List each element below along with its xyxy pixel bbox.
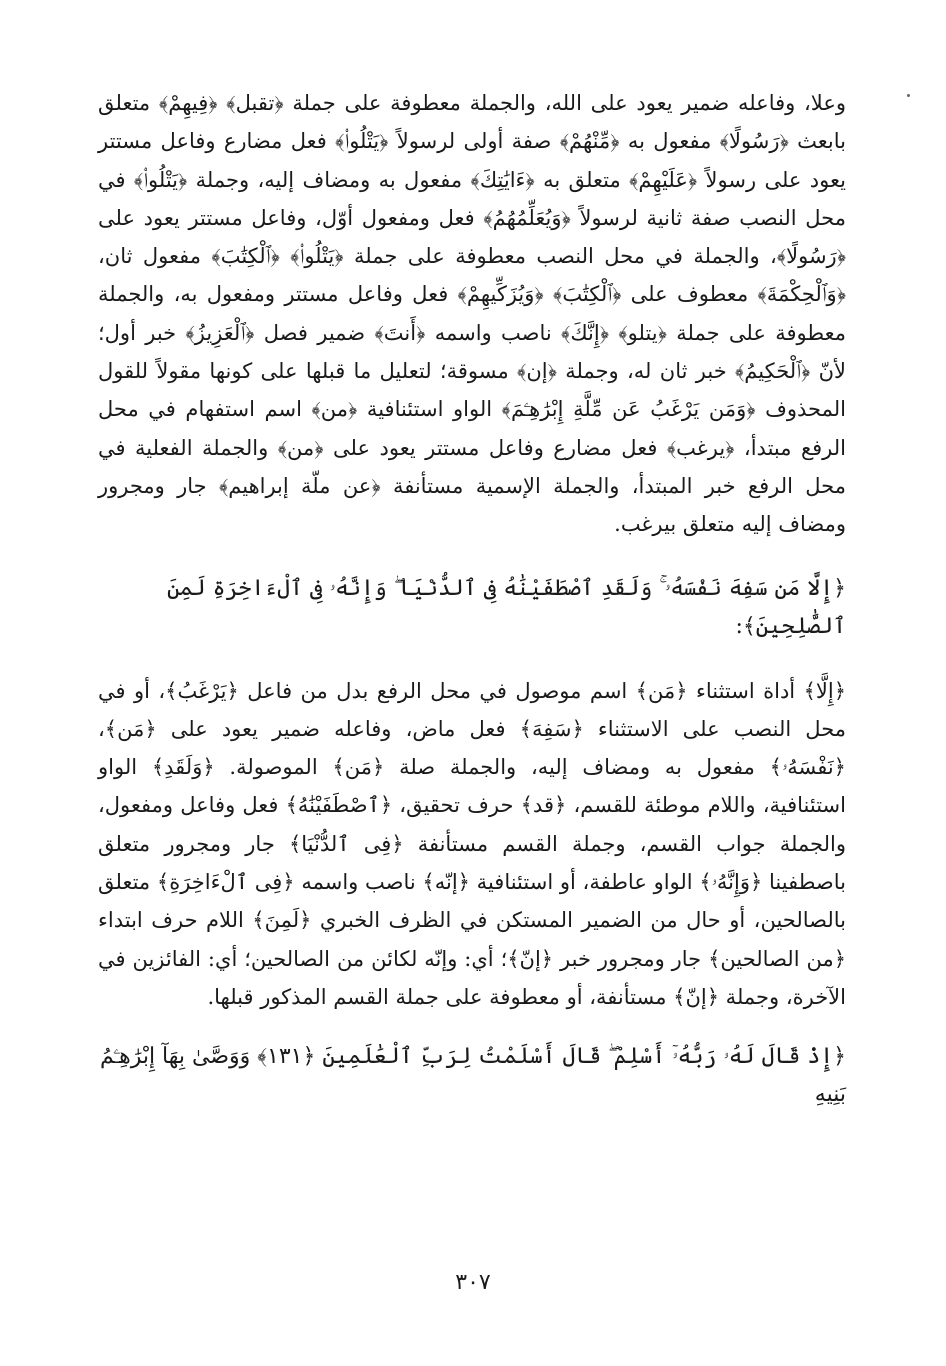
spacer [98, 544, 846, 570]
paragraph-2: ﴿إِلَّا﴾ أداة استثناء ﴿مَن﴾ اسم موصول في محل الرفع بدل من فاعل ﴿يَرْغَبُ﴾، أو في محل النصب على الاستثناء ﴿سَفِهَ﴾ فعل ماض، وفاعله ضمير يعود على ﴿مَن﴾، ﴿نَفْسَهُۥ﴾ مفعول به ومضاف إليه، والجملة صلة ﴿مَن﴾ الموصولة. ﴿وَلَقَدِ﴾ الواو استئنافية، واللام موطئة للقسم، ﴿قد﴾ حرف تحقيق، ﴿ٱصْطَفَيْنَٰهُ﴾ فعل وفاعل ومفعول، والجملة جواب القسم، وجملة القسم مستأنفة ﴿فِى ٱلدُّنْيَا﴾ جار ومجرور متعلق باصطفينا ﴿وَإِنَّهُۥ﴾ الواو عاطفة، أو استئنافية ﴿إنّه﴾ ناصب واسمه ﴿فِى ٱلْءَاخِرَةِ﴾ متعلق بالصالحين، أو حال من الضمير المستكن في الظرف الخبري ﴿لَمِنَ﴾ اللام حرف ابتداء ﴿من الصالحين﴾ جار ومجرور خبر ﴿إنّ﴾؛ أي: وإنّه لكائن من الصالحين؛ أي: الفائزين في الآخرة، وجملة ﴿إنّ﴾ مستأنفة، أو معطوفة على جملة القسم المذكور قبلها. [98, 678, 846, 1009]
spacer [98, 646, 846, 672]
page-number: ٣٠٧ [455, 1270, 491, 1295]
stray-mark [907, 94, 910, 97]
verse-heading-2: ﴿إِذْ قَالَ لَهُۥ رَبُّهُۥٓ أَسْلِمْ ۖ قَالَ أَسْلَمْتُ لِرَبِّ ٱلْعَٰلَمِينَ ﴿١٣١﴾ وَوَصَّىٰ بِهَآ إِبْرَٰهِـۧمُ بَنِيهِ [100, 1044, 846, 1108]
spacer [98, 1016, 846, 1038]
paragraph-1: وعلا، وفاعله ضمير يعود على الله، والجملة معطوفة على جملة ﴿تقبل﴾ ﴿فِيهِمْ﴾ متعلق بابعث ﴿رَسُولًا﴾ مفعول به ﴿مِّنْهُمْ﴾ صفة أولى لرسولاً ﴿يَتْلُوا۟﴾ فعل مضارع وفاعل مستتر يعود على رسولاً ﴿عَلَيْهِمْ﴾ متعلق به ﴿ءَايَٰتِكَ﴾ مفعول به ومضاف إليه، وجملة ﴿يَتْلُوا۟﴾ في محل النصب صفة ثانية لرسولاً ﴿وَيُعَلِّمُهُمُ﴾ فعل ومفعول أوّل، وفاعل مستتر يعود على ﴿رَسُولًا﴾، والجملة في محل النصب معطوفة على جملة ﴿يَتْلُوا۟﴾ ﴿ٱلْكِتَٰبَ﴾ مفعول ثان، ﴿وَٱلْحِكْمَةَ﴾ معطوف على ﴿ٱلْكِتَٰبَ﴾ ﴿وَيُزَكِّيهِمْ﴾ فعل وفاعل مستتر ومفعول به، والجملة معطوفة على جملة ﴿يتلو﴾ ﴿إِنَّكَ﴾ ناصب واسمه ﴿أَنتَ﴾ ضمير فصل ﴿ٱلْعَزِيزُ﴾ خبر أول؛ لأنّ ﴿ٱلْحَكِيمُ﴾ خبر ثان له، وجملة ﴿إن﴾ مسوقة؛ لتعليل ما قبلها على كونها مقولاً للقول المحذوف ﴿وَمَن يَرْغَبُ عَن مِّلَّةِ إِبْرَٰهِـۧمَ﴾ الواو استئنافية ﴿من﴾ اسم استفهام في محل الرفع مبتدأ، ﴿يرغب﴾ فعل مضارع وفاعل مستتر يعود على ﴿من﴾ والجملة الفعلية في محل الرفع خبر المبتدأ، والجملة الإسمية مستأنفة ﴿عن ملّة إبراهيم﴾ جار ومجرور ومضاف إليه متعلق بيرغب. [98, 91, 846, 537]
verse-heading-1: ﴿إِلَّا مَن سَفِهَ نَفْسَهُۥ ۚ وَلَقَدِ ٱصْطَفَيْنَٰهُ فِى ٱلدُّنْيَا ۖ وَإِنَّهُۥ فِى ٱلْءَاخِرَةِ لَمِنَ ٱلصَّٰلِحِينَ﴾: [166, 575, 846, 639]
